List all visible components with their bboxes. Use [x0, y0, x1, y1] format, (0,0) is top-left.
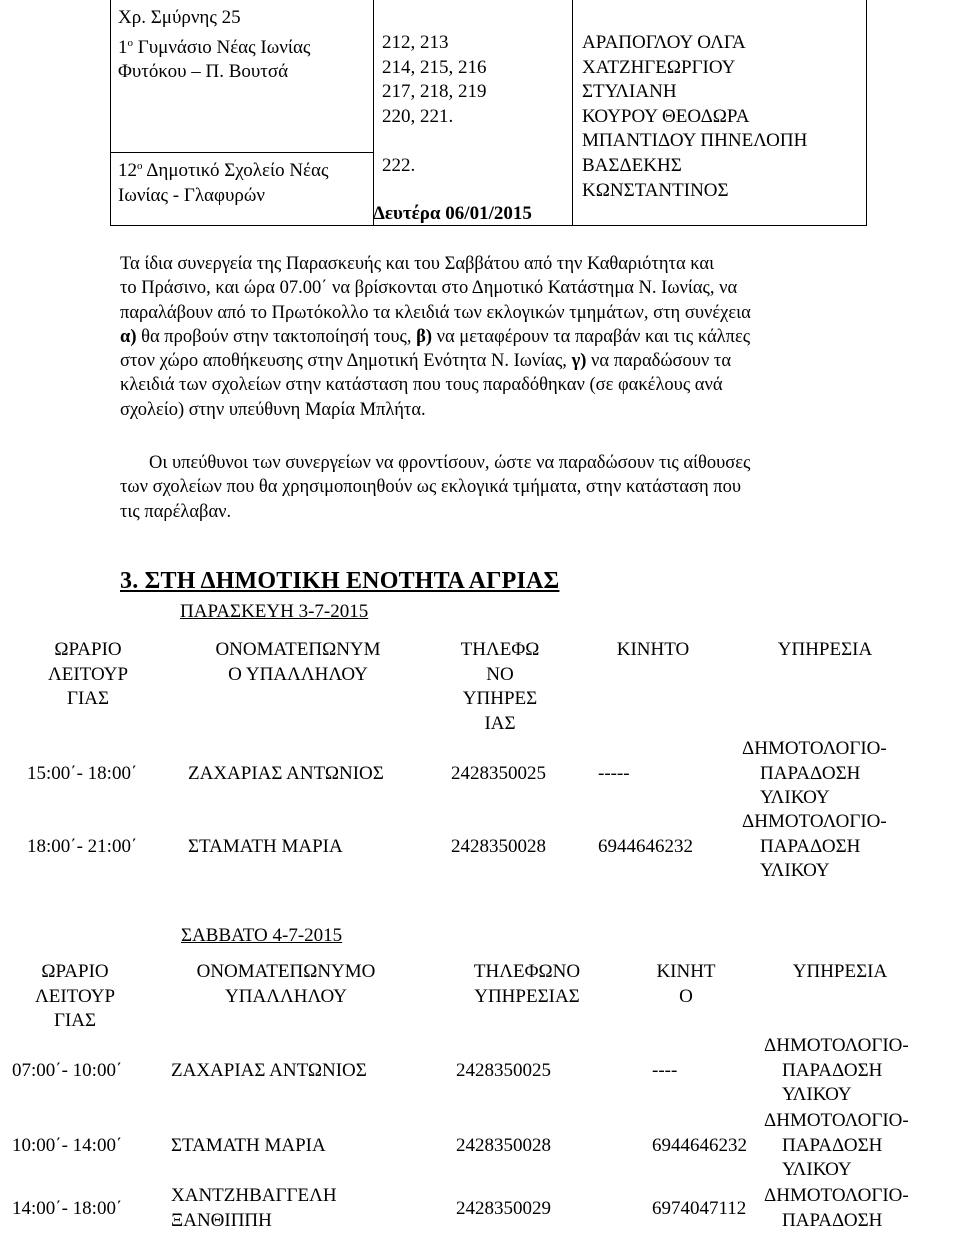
staff-name: ΚΩΝΣΤΑΝΤΙΝΟΣ: [582, 179, 729, 201]
saturday-header-phone: ΤΗΛΕΦΩΝΟ ΥΠΗΡΕΣΙΑΣ: [473, 961, 581, 1007]
rooms-cell-1: [382, 31, 487, 129]
table-row-service: ΔΗΜΟΤΟΛΟΓΙΟ- ΠΑΡΑΔΟΣΗ ΥΛΙΚΟΥ: [742, 738, 887, 808]
paragraph-line: σχολείο) στην υπεύθυνη Μαρία Μπλήτα.: [120, 399, 426, 420]
table-row-hours: 07:00΄- 10:00΄: [12, 1060, 123, 1081]
staff-name: ΑΡΑΠΟΓΛΟΥ ΟΛΓΑ: [582, 32, 746, 53]
staff-name: ΣΤΥΛΙΑΝΗ: [582, 81, 677, 102]
room-numbers: 212, 213: [382, 32, 449, 53]
room-numbers: 222.: [382, 155, 416, 176]
paragraph-responsibility: [120, 451, 860, 524]
table-divider: [572, 0, 573, 225]
table-row-name: ΧΑΝΤΖΗΒΑΓΓΕΛΗ ΞΑΝΘΙΠΠΗ: [171, 1185, 337, 1231]
school-cell-1: [118, 6, 310, 85]
paragraph-line: α) θα προβούν στην τακτοποίησή τους, β) να μεταφέρουν τα παραβάν και τις κάλπες: [120, 326, 751, 347]
staff-name: ΜΠΑΝΤΙΔΟΥ ΠΗΝΕΛΟΠΗ: [582, 130, 808, 151]
friday-header-mobile: ΚΙΝΗΤΟ: [616, 639, 690, 660]
table-row-mobile: 6974047112: [652, 1198, 747, 1219]
school-name: $1^o$ Γυμνάσιο Νέας Ιωνίας: [118, 36, 311, 58]
table-row-hours: 14:00΄- 18:00΄: [12, 1198, 123, 1219]
staff-name: ΧΑΤΖΗΓΕΩΡΓΙΟΥ: [582, 56, 736, 78]
table-row-name: ΖΑΧΑΡΙΑΣ ΑΝΤΩΝΙΟΣ: [171, 1060, 367, 1081]
school-address: Χρ. Σμύρνης 25: [118, 7, 241, 28]
paragraph-line: κλειδιά των σχολείων στην κατάσταση που τους παραδόθηκαν (σε φακέλους ανά: [120, 375, 723, 396]
paragraph-instructions: [120, 252, 860, 422]
room-numbers: 217, 218, 219: [382, 81, 487, 102]
saturday-header-service: ΥΠΗΡΕΣΙΑ: [792, 961, 888, 982]
paragraph-line: Οι υπεύθυνοι των συνεργείων να φροντίσουν, ώστε να παραδώσουν τις αίθουσες: [149, 453, 751, 473]
table-row-service: ΔΗΜΟΤΟΛΟΓΙΟ- ΠΑΡΑΔΟΣΗ ΥΛΙΚΟΥ: [742, 811, 887, 881]
school-location: Ιωνίας - Γλαφυρών: [118, 184, 265, 206]
table-row-name: ΣΤΑΜΑΤΗ ΜΑΡΙΑ: [188, 836, 343, 857]
paragraph-line: το Πράσινο, και ώρα 07.00΄ να βρίσκονται στο Δημοτικό Κατάστημα Ν. Ιωνίας, να: [120, 278, 738, 299]
school-cell-2: [118, 154, 329, 208]
saturday-header-mobile: ΚΙΝΗΤ Ο: [656, 961, 716, 1007]
school-location: Φυτόκου – Π. Βουτσά: [118, 61, 289, 82]
paragraph-line: Τα ίδια συνεργεία της Παρασκευής και του Σαββάτου από την Καθαριότητα και: [120, 254, 715, 274]
saturday-header-hours: ΩΡΑΡΙΟ ΛΕΙΤΟΥΡ ΓΙΑΣ: [34, 961, 116, 1031]
rooms-cell-2: [382, 154, 415, 179]
friday-header-hours: ΩΡΑΡΙΟ ΛΕΙΤΟΥΡ ΓΙΑΣ: [47, 639, 129, 709]
table-row-phone: 2428350028: [451, 836, 546, 857]
table-row-hours: 18:00΄- 21:00΄: [27, 836, 138, 857]
table-row-mobile: 6944646232: [598, 836, 693, 857]
table-row-service: ΔΗΜΟΤΟΛΟΓΙΟ- ΠΑΡΑΔΟΣΗ ΥΛΙΚΟΥ: [764, 1035, 909, 1105]
paragraph-line: των σχολείων που θα χρησιμοποιηθούν ως εκλογικά τμήματα, στην κατάσταση που: [120, 477, 742, 498]
paragraph-line: στον χώρο αποθήκευσης στην Δημοτική Ενότητα Ν. Ιωνίας, γ) να παραδώσουν τα: [120, 351, 732, 372]
table-row-service: ΔΗΜΟΤΟΛΟΓΙΟ- ΠΑΡΑΔΟΣΗ: [764, 1185, 909, 1231]
staff-cell-2: [582, 154, 729, 203]
staff-name: ΚΟΥΡΟΥ ΘΕΟΔΩΡΑ: [582, 105, 750, 127]
saturday-title: ΣΑΒΒΑΤΟ 4-7-2015: [181, 925, 343, 946]
room-numbers: 214, 215, 216: [382, 56, 487, 78]
table-row-mobile: -----: [598, 763, 630, 784]
staff-name: ΒΑΣΔΕΚΗΣ: [582, 155, 682, 176]
friday-header-phone: ΤΗΛΕΦΩ ΝΟ ΥΠΗΡΕΣ ΙΑΣ: [460, 639, 540, 734]
friday-header-name: ΟΝΟΜΑΤΕΠΩΝΥΜ Ο ΥΠΑΛΛΗΛΟΥ: [215, 639, 381, 685]
table-row-hours: 10:00΄- 14:00΄: [12, 1135, 123, 1156]
table-divider: [373, 0, 374, 225]
table-row-mobile: 6944646232: [652, 1135, 747, 1156]
table-row-name: ΖΑΧΑΡΙΑΣ ΑΝΤΩΝΙΟΣ: [188, 763, 384, 784]
table-row-name: ΣΤΑΜΑΤΗ ΜΑΡΙΑ: [171, 1135, 326, 1156]
table-row-phone: 2428350025: [451, 763, 546, 784]
table-row-phone: 2428350029: [456, 1198, 551, 1219]
paragraph-line: τις παρέλαβαν.: [120, 501, 232, 522]
paragraph-line: παραλάβουν από το Πρωτόκολλο τα κλειδιά των εκλογικών τμημάτων, στη συνέχεια: [120, 302, 751, 323]
table-row-phone: 2428350025: [456, 1060, 551, 1081]
room-numbers: 220, 221.: [382, 105, 454, 127]
table-divider: [111, 152, 373, 153]
table-row-hours: 15:00΄- 18:00΄: [27, 763, 138, 784]
section-title: 3. ΣΤΗ ΔΗΜΟΤΙΚΗ ΕΝΟΤΗΤΑ ΑΓΡΙΑΣ: [120, 568, 560, 594]
staff-cell-1: [582, 31, 807, 154]
friday-title: ΠΑΡΑΣΚΕΥΗ 3-7-2015: [180, 601, 369, 622]
table-row-mobile: ----: [652, 1060, 678, 1081]
saturday-header-name: ΟΝΟΜΑΤΕΠΩΝΥΜΟ ΥΠΑΛΛΗΛΟΥ: [196, 961, 376, 1007]
school-name: $12^o$ Δημοτικό Σχολείο Νέας: [118, 160, 329, 181]
table-row-phone: 2428350028: [456, 1135, 551, 1156]
date-heading: Δευτέρα 06/01/2015: [373, 203, 532, 224]
friday-header-service: ΥΠΗΡΕΣΙΑ: [777, 639, 873, 660]
table-row-service: ΔΗΜΟΤΟΛΟΓΙΟ- ΠΑΡΑΔΟΣΗ ΥΛΙΚΟΥ: [764, 1110, 909, 1180]
